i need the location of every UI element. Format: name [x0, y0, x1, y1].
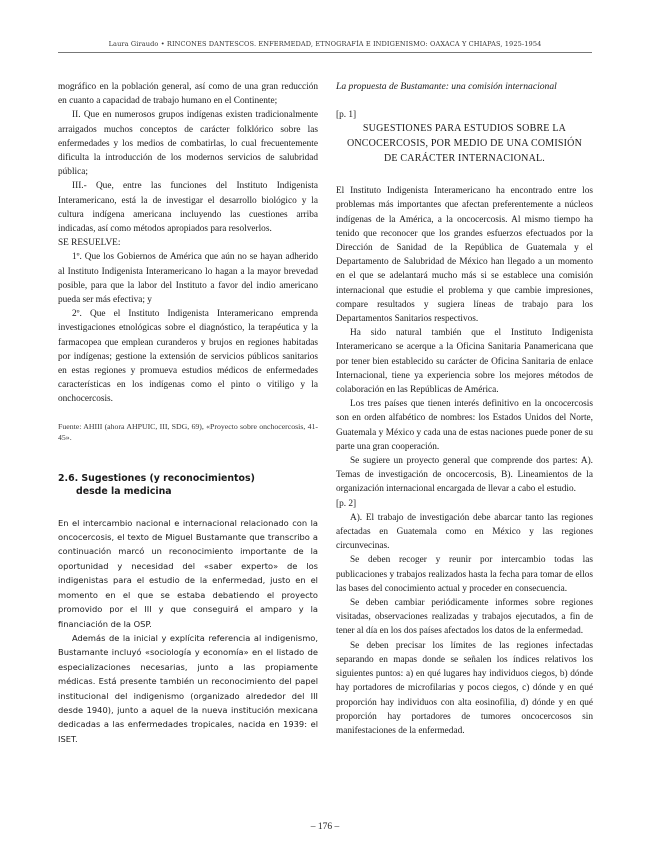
paragraph: Se deben cambiar periódicamente informes sobre regiones visitadas, observaciones realizadas y trabajos ejecutados, a fin de tener al día en los dos países afectados los datos de la enfermedad. — [336, 598, 593, 637]
paragraph: 2º. Que el Instituto Indigenista Interamericano emprenda investigaciones etnológicas sobre el diagnóstico, la terapéutica y la farmacopea que emplean curanderos y brujos en regiones habitadas por indígenas; gestione la extensión de servicios públicos sanitarios en estas regiones y promueva estudios médicos de enfermedades características en los indígenas como el pinto o vitiligo y la onchocercosis. — [58, 309, 318, 405]
paragraph: Se sugiere un proyecto general que comprende dos partes: A). Temas de investigación de oncocercosis, B). Lineamientos de la organización internacional encargada de llevar a cabo el estudio. — [336, 456, 593, 495]
source-note: Fuente: AHIII (ahora AHPUIC, III, SDG, 69), «Proyecto sobre onchocercosis, 41-45». — [58, 421, 318, 443]
paragraph: Los tres países que tienen interés definitivo en la oncocercosis son en orden alfabético de nombres: los Estados Unidos del Norte, Guatemala y México y cada una de estas naciones puede poner de su parte una gran cooperación. — [336, 399, 593, 452]
paragraph: En el intercambio nacional e internacional relacionado con la oncocercosis, el texto de Miguel Bustamante que transcribo a continuación marcó un reconocimiento importante de la oportunidad y necesidad del «saber experto» de los indigenistas para el estudio de la enfermedad, justo en el momento en el que se estaba debatiendo el proyecto promovido por el III y que conseguirá el amparo y la financiación de la OSP. — [58, 517, 318, 629]
section-title-line-2: desde la medicina — [76, 485, 172, 497]
paragraph: 1º. Que los Gobiernos de América que aún no se hayan adherido al Instituto Indigenista Interamericano lo hagan a la mayor brevedad posible, para que la labor del Instituto a favor del indio americano pueda ser más efectiva; y — [58, 252, 318, 306]
paragraph: Se deben recoger y reunir por intercambio todas las publicaciones y trabajos realizados hasta la fecha para tomar de ellos las bases del conocimiento actual y proceder en consecuencia. — [336, 555, 593, 594]
header-rule — [58, 52, 592, 53]
subsection-title: La propuesta de Bustamante: una comisión internacional — [336, 81, 557, 92]
section-title-line-1: 2.6. Sugestiones (y reconocimientos) — [58, 472, 255, 484]
page-marker: [p. 2] — [336, 498, 357, 509]
section-body — [58, 516, 318, 747]
paragraph: Además de la inicial y explícita referencia al indigenismo, Bustamante incluyó «sociología y economía» en el listado de especializaciones necesarias, junto a las propiamente médicas. Está presente también un reconocimiento del papel institucional del indigenismo (organizado alrededor del III desde 1940), junto a aquel de la nueva institución mexicana dedicadas a las enfermedades tropicales, nacida en 1939: el ISET. — [58, 632, 318, 744]
page-marker: [p. 1] — [336, 110, 357, 121]
document-title: SUGESTIONES PARA ESTUDIOS SOBRE LA ONCOCERCOSIS, POR MEDIO DE UNA COMISIÓN DE CARÁCTER INTERNACIONAL. — [346, 123, 583, 164]
section-title — [58, 472, 318, 498]
right-column — [336, 80, 593, 738]
resolution-heading: SE RESUELVE: — [58, 238, 121, 249]
running-head: Laura Giraudo • RINCONES DANTESCOS. ENFERMEDAD, ETNOGRAFÍA E INDIGENISMO: OAXACA Y CHIAPAS, 1925-1954 — [108, 40, 542, 48]
paragraph: III.- Que, entre las funciones del Instituto Indigenista Interamericano, está la de investigar el desarrollo biológico y la cultura indígena americana incluyendo las cuestiones arriba indicadas, así como métodos apropiados para resolverlos. — [58, 181, 318, 235]
paragraph: II. Que en numerosos grupos indígenas existen tradicionalmente arraigados muchos conceptos de carácter folklórico sobre las enfermedades y los medios de combatirlas, lo cual frecuentemente dificulta la introducción de los modernos servicios de salubridad pública; — [58, 110, 318, 178]
page-number: – 176 – — [310, 822, 340, 832]
paragraph: Se deben precisar los límites de las regiones infectadas separando en mapas donde se señalen los índices relativos los siguientes puntos: a) en qué lugares hay individuos ciegos, b) dónde hay portadores de microfilarias y pocos ciegos, c) dónde y en qué proporción hay individuos con alta eosinofilia, d) dónde y en qué proporción hay portadores de tumores oncocercosos sin manifestaciones de la enfermedad. — [336, 640, 593, 736]
paragraph: Ha sido natural también que el Instituto Indigenista Interamericano se acerque a la Oficina Sanitaria Panamericana que por tener bien establecido su carácter de Oficina Sanitaria de enlace Internacional, tiene ya experiencia sobre los mejores métodos de colaboración en las Repúblicas de América. — [336, 328, 593, 396]
paragraph: El Instituto Indigenista Interamericano ha encontrado entre los problemas más importantes que afectan preferentemente a núcleos indígenas de la América, a la oncocercosis. Al mismo tiempo ha tenido que reconocer que los grandes esfuerzos efectuados por la Dirección de Sanidad de la República de Guatemala y el Departamento de Salubridad de México han llegado a un momento en el que se adelantará mucho más si se establece una comisión internacional que estudie el problema y que cambie impresiones, compare resultados y sugiera líneas de trabajo para los Departamentos Sanitarios respectivos. — [336, 186, 593, 325]
paragraph: mográfico en la población general, así como de una gran reducción en cuanto a capacidad de trabajo humano en el Continente; — [58, 82, 318, 107]
paragraph: A). El trabajo de investigación debe abarcar tanto las regiones afectadas en Guatemala como en México y las regiones circunvecinas. — [336, 512, 593, 552]
left-column — [58, 80, 318, 746]
